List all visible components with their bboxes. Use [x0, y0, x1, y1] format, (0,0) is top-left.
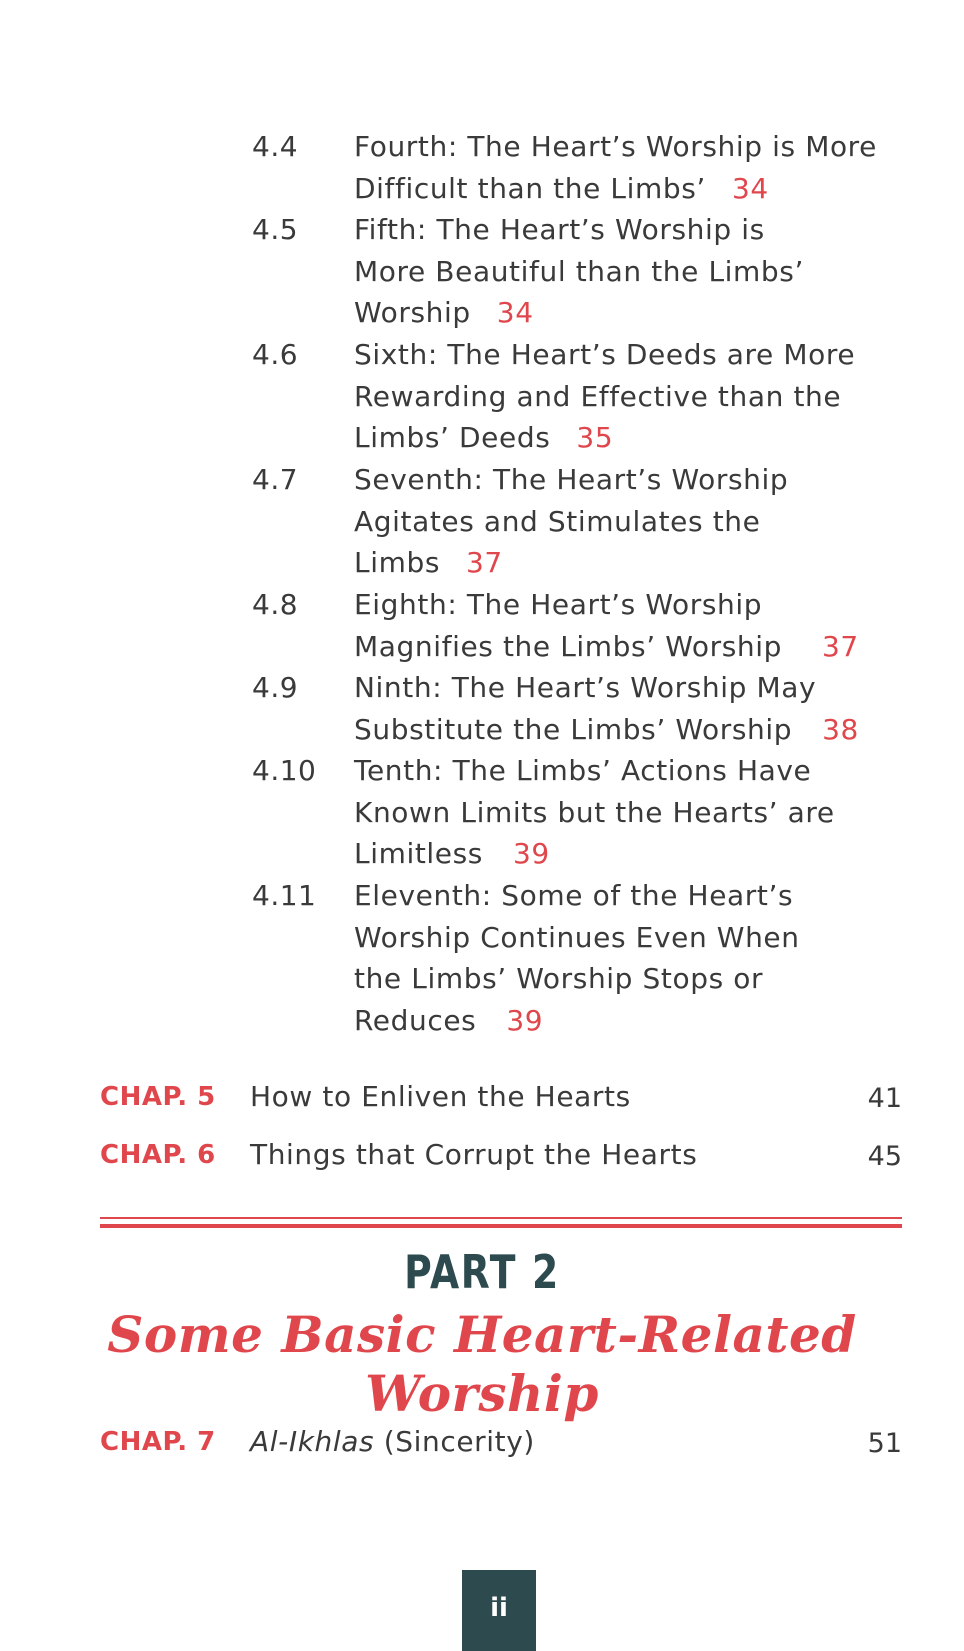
section-title-line: Limbs: [354, 546, 441, 579]
toc-section-4-11[interactable]: [252, 875, 912, 1041]
section-page-number: 37: [466, 546, 503, 579]
toc-section-4-4[interactable]: [252, 126, 912, 209]
section-title-line: Worship: [354, 296, 471, 329]
section-title-line: Ninth: The Heart’s Worship May: [354, 671, 817, 704]
toc-section-4-8[interactable]: [252, 584, 912, 667]
toc-section-4-6[interactable]: [252, 334, 912, 459]
chapter-title: [250, 1420, 535, 1464]
section-title-line: Reduces: [354, 1003, 477, 1037]
section-title-line: Sixth: The Heart’s Deeds are More: [354, 338, 856, 371]
section-page-number: 34: [731, 171, 769, 205]
section-number: 4.4: [252, 130, 299, 163]
chapter-label: CHAP. 5: [100, 1082, 216, 1112]
section-title-line: Eleventh: Some of the Heart’s: [354, 879, 794, 912]
section-title-line: More Beautiful than the Limbs’: [354, 254, 804, 288]
section-page-number: 35: [576, 421, 614, 454]
toc-section-4-10[interactable]: [252, 750, 912, 875]
section-title-line: Difficult than the Limbs’: [354, 171, 706, 205]
part-title: Some Basic Heart-Related Worship: [107, 1305, 857, 1423]
chapter-label: CHAP. 7: [100, 1427, 216, 1457]
chapter-title: Things that Corrupt the Hearts: [250, 1138, 698, 1171]
page-folio: ii: [462, 1570, 536, 1651]
chapter-page-number: 41: [867, 1083, 902, 1114]
toc-chapter-6[interactable]: [100, 1133, 902, 1177]
chapter-label: CHAP. 6: [100, 1140, 216, 1170]
section-number: 4.5: [252, 213, 299, 246]
section-title-line: Rewarding and Effective than the: [354, 379, 842, 413]
section-title-line: Seventh: The Heart’s Worship: [354, 463, 789, 496]
section-title-line: the Limbs’ Worship Stops or: [354, 962, 764, 995]
section-title-line: Limitless: [354, 837, 483, 870]
toc-chapter-7[interactable]: [100, 1420, 902, 1464]
section-number: 4.11: [252, 879, 317, 912]
section-title-line: Tenth: The Limbs’ Actions Have: [354, 754, 812, 787]
section-number: 4.7: [252, 463, 299, 496]
section-number: 4.8: [252, 588, 299, 621]
chapter-title: How to Enliven the Hearts: [250, 1080, 631, 1113]
section-title-line: Magnifies the Limbs’ Worship: [354, 629, 783, 663]
section-title-line: Agitates and Stimulates the: [354, 504, 761, 538]
section-page-number: 39: [506, 1003, 544, 1037]
chapter-title-italic: Al-Ikhlas: [250, 1425, 375, 1458]
section-title-line: Fifth: The Heart’s Worship is: [354, 213, 765, 246]
chapter-page-number: 51: [867, 1428, 902, 1459]
section-divider: [100, 1217, 902, 1219]
section-page-number: 38: [822, 712, 859, 746]
part-number: PART 2: [404, 1245, 560, 1299]
section-page-number: 39: [513, 837, 550, 870]
section-number: 4.10: [252, 754, 317, 787]
section-title-line: Worship Continues Even When: [354, 920, 800, 954]
toc-section-4-5[interactable]: [252, 209, 912, 334]
chapter-page-number: 45: [867, 1141, 902, 1172]
section-divider: [100, 1224, 902, 1228]
section-title-line: Limbs’ Deeds: [354, 421, 551, 454]
section-page-number: 37: [822, 629, 859, 663]
toc-section-4-7[interactable]: [252, 459, 912, 584]
toc-section-4-9[interactable]: [252, 667, 912, 750]
section-page-number: 34: [496, 296, 534, 329]
section-title-line: Fourth: The Heart’s Worship is More: [354, 130, 878, 163]
chapter-title-rest: (Sincerity): [383, 1425, 535, 1458]
section-number: 4.6: [252, 338, 299, 371]
section-title-line: Known Limits but the Hearts’ are: [354, 795, 835, 829]
section-title-line: Substitute the Limbs’ Worship: [354, 712, 793, 746]
section-title-line: Eighth: The Heart’s Worship: [354, 588, 763, 621]
toc-chapter-5[interactable]: [100, 1075, 902, 1119]
section-number: 4.9: [252, 671, 299, 704]
